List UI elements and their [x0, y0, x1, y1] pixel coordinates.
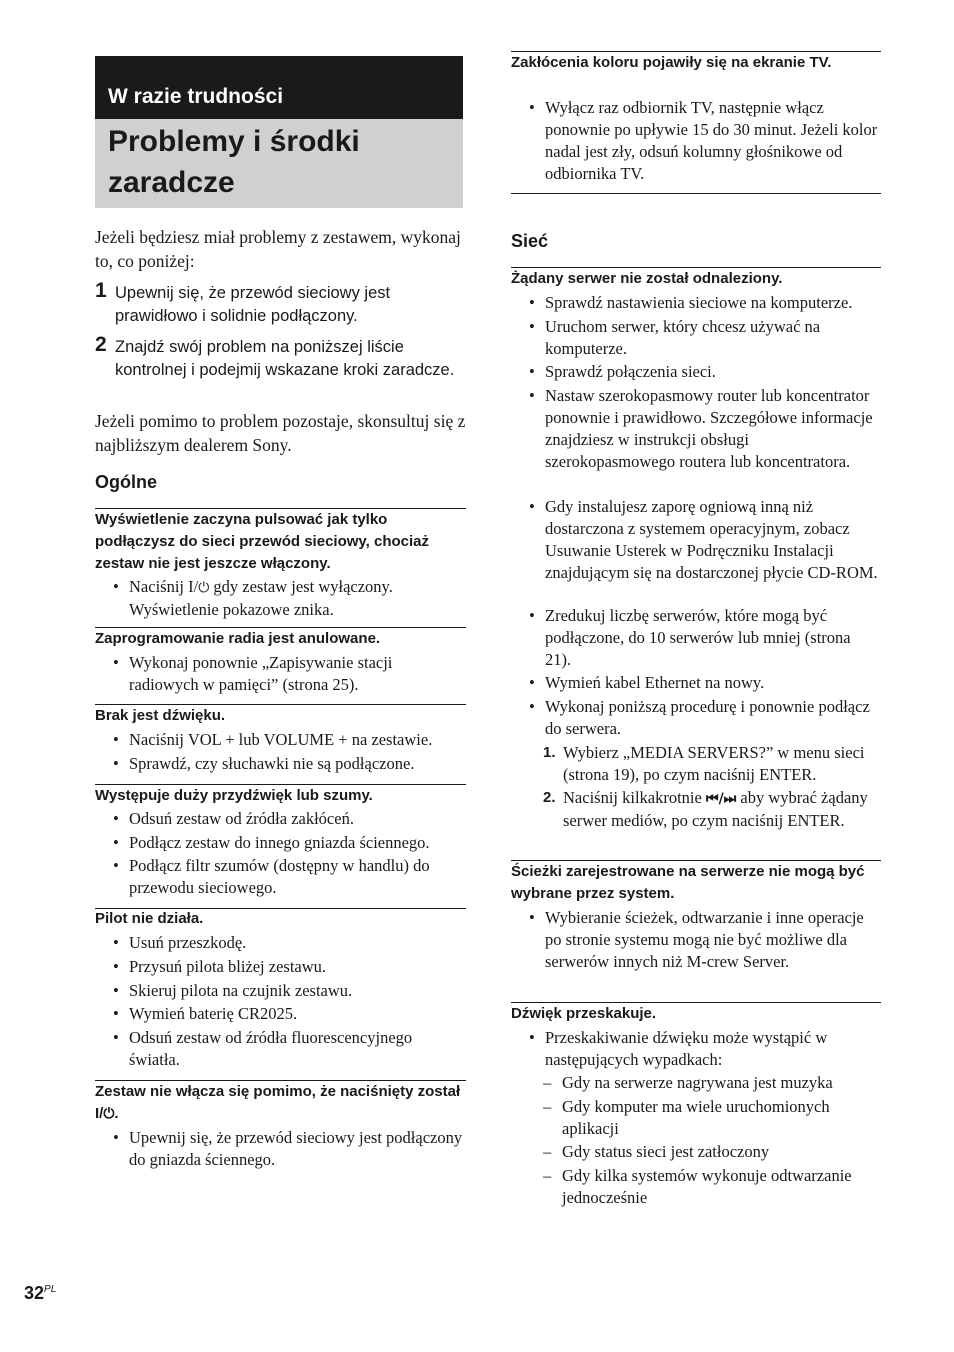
list-item-text: Wymień baterię CR2025. [129, 1004, 298, 1023]
problem-title: Wyświetlenie zaczyna pulsować jak tylko podłączysz do sieci przewód sieciowy, chociaż zestaw nie jest jeszcze włączony. [95, 511, 429, 572]
step-text: Wybierz „MEDIA SERVERS?” w menu sieci (strona 19), po czym naciśnij ENTER. [563, 743, 865, 784]
step-number: 1. [543, 744, 556, 761]
problem-title: Występuje duży przydźwięk lub szumy. [95, 787, 373, 804]
prev-next-icon: ⏮/⏭ [705, 791, 737, 807]
list-item-text: Przysuń pilota bliżej zestawu. [129, 957, 327, 976]
page-language-suffix: PL [44, 1284, 57, 1295]
dash-icon: – [543, 1073, 552, 1092]
bullet-icon: • [113, 856, 119, 875]
list-item-text: Sprawdź, czy słuchawki nie są podłączone. [129, 754, 415, 773]
list-item-text: gdy zestaw jest wyłączony. Wyświetlenie pokazowe znika. [129, 577, 393, 619]
list-item-text: Odsuń zestaw od źródła fluorescencyjnego światła. [129, 1028, 413, 1069]
section-label-bar [95, 56, 463, 119]
step-text: Naciśnij kilkakrotnie [563, 788, 706, 807]
problem-title-text: Zestaw nie włącza się pomimo, że naciśnięty został I/ [95, 1083, 461, 1122]
dash-icon: – [543, 1097, 552, 1116]
list-item-text: Naciśnij VOL + lub VOLUME + na zestawie. [129, 730, 433, 749]
list-item-text: Sprawdź nastawienia sieciowe na komputerze. [545, 293, 853, 312]
list-item-text: Wybieranie ścieżek, odtwarzanie i inne operacje po stronie systemu mogą nie być możliwe dla serwerów innych niż M-crew Server. [545, 908, 864, 971]
bullet-icon: • [113, 957, 119, 976]
problem-title: Zakłócenia koloru pojawiły się na ekranie TV. [511, 54, 832, 71]
bullet-icon: • [113, 1028, 119, 1047]
divider [511, 193, 881, 194]
problem-title: Zaprogramowanie radia jest anulowane. [95, 630, 381, 647]
bullet-icon: • [113, 730, 119, 749]
bullet-icon: • [529, 673, 535, 692]
problem-title: Pilot nie działa. [95, 910, 204, 927]
list-item-text: Wyłącz raz odbiornik TV, następnie włącz ponownie po upływie 15 do 30 minut. Jeżeli kolor nadal jest zły, odsuń kolumny głośnikowe od odbiornika TV. [545, 98, 878, 183]
bullet-icon: • [529, 1028, 535, 1047]
list-item-text: Usuń przeszkodę. [129, 933, 247, 952]
list-item-text: Odsuń zestaw od źródła zakłóceń. [129, 809, 354, 828]
power-icon: ⏻ [103, 1106, 115, 1122]
list-item-text: Gdy kilka systemów wykonuje odtwarzanie jednocześnie [562, 1166, 852, 1207]
problem-title [95, 1081, 466, 1125]
bullet-icon: • [529, 908, 535, 927]
dash-icon: – [543, 1166, 552, 1185]
bullet-icon: • [529, 497, 535, 516]
bullet-icon: • [529, 317, 535, 336]
page-number [24, 1283, 56, 1304]
bullet-icon: • [113, 1128, 119, 1147]
bullet-icon: • [113, 981, 119, 1000]
bullet-icon: • [113, 1004, 119, 1023]
general-heading: Ogólne [95, 472, 157, 492]
list-item-text: Gdy instalujesz zaporę ogniową inną niż dostarczona z systemem operacyjnym, zobacz Usuwanie Usterek w Podręczniku Instalacji znajdującym się na dostarczonej płycie CD-ROM. [545, 497, 878, 582]
list-item-text: Upewnij się, że przewód sieciowy jest podłączony do gniazda ściennego. [129, 1128, 463, 1169]
step-number: 1 [95, 279, 107, 302]
bullet-icon: • [113, 933, 119, 952]
section-label: W razie trudności [108, 85, 284, 108]
step-number: 2 [95, 333, 107, 356]
step-number: 2. [543, 789, 556, 806]
list-item-text: Wymień kabel Ethernet na nowy. [545, 673, 765, 692]
list-item-text: Podłącz zestaw do innego gniazda ściennego. [129, 833, 430, 852]
bullet-icon: • [113, 809, 119, 828]
page-title-box [95, 119, 463, 208]
power-icon: ⏻ [198, 580, 210, 596]
list-item-text: Gdy komputer ma wiele uruchomionych aplikacji [562, 1097, 830, 1138]
list-item-text: Naciśnij I/ [129, 577, 199, 596]
page-title: Problemy i środki zaradcze [108, 125, 360, 199]
network-heading: Sieć [511, 231, 549, 251]
bullet-icon: • [529, 606, 535, 625]
problem-title-text: . [114, 1105, 119, 1122]
problem-title: Dźwięk przeskakuje. [511, 1005, 657, 1022]
problem-title: Żądany serwer nie został odnaleziony. [511, 270, 783, 287]
bullet-icon: • [529, 293, 535, 312]
list-item-text: Podłącz filtr szumów (dostępny w handlu) do przewodu sieciowego. [129, 856, 430, 897]
outro-text: Jeżeli pomimo to problem pozostaje, skonsultuj się z najbliższym dealerem Sony. [95, 411, 466, 455]
list-item-text: Zredukuj liczbę serwerów, które mogą być podłączone, do 10 serwerów lub mniej (strona 21). [545, 606, 851, 669]
bullet-icon: • [113, 653, 119, 672]
list-item-text: Uruchom serwer, który chcesz używać na komputerze. [545, 317, 821, 358]
dash-icon: – [543, 1142, 552, 1161]
list-item-text: Gdy na serwerze nagrywana jest muzyka [562, 1073, 833, 1092]
list-item-text: Nastaw szerokopasmowy router lub koncentrator ponownie i prawidłowo. Szczegółowe informacje znajdziesz w instrukcji obsługi szerokopasmowego routera lub koncentratora. [545, 386, 873, 471]
problem-title: Brak jest dźwięku. [95, 707, 226, 724]
bullet-icon: • [113, 833, 119, 852]
list-item-text: Wykonaj ponownie „Zapisywanie stacji radiowych w pamięci” (strona 25). [129, 653, 393, 694]
bullet-icon: • [529, 362, 535, 381]
list-item-text: Przeskakiwanie dźwięku może wystąpić w następujących wypadkach: [545, 1028, 828, 1069]
list-item-text: Gdy status sieci jest zatłoczony [562, 1142, 770, 1161]
bullet-icon: • [529, 98, 535, 117]
problem-title: Ścieżki zarejestrowane na serwerze nie mogą być wybrane przez system. [511, 863, 865, 902]
bullet-icon: • [529, 697, 535, 716]
list-item-text: Wykonaj poniższą procedurę i ponownie podłącz do serwera. [545, 697, 870, 738]
step-text: Znajdź swój problem na poniższej liście kontrolnej i podejmij wskazane kroki zaradcze. [115, 338, 455, 379]
list-item-text: Skieruj pilota na czujnik zestawu. [129, 981, 353, 1000]
bullet-icon: • [113, 754, 119, 773]
bullet-icon: • [529, 386, 535, 405]
list-item-text: Sprawdź połączenia sieci. [545, 362, 716, 381]
page-number-value: 32 [24, 1283, 45, 1303]
bullet-icon: • [113, 577, 119, 596]
intro-text: Jeżeli będziesz miał problemy z zestawem, wykonaj to, co poniżej: [95, 227, 461, 271]
step-text: Upewnij się, że przewód sieciowy jest prawidłowo i solidnie podłączony. [115, 284, 391, 325]
step-text: aby wybrać żądany serwer mediów, po czym naciśnij ENTER. [563, 788, 868, 830]
